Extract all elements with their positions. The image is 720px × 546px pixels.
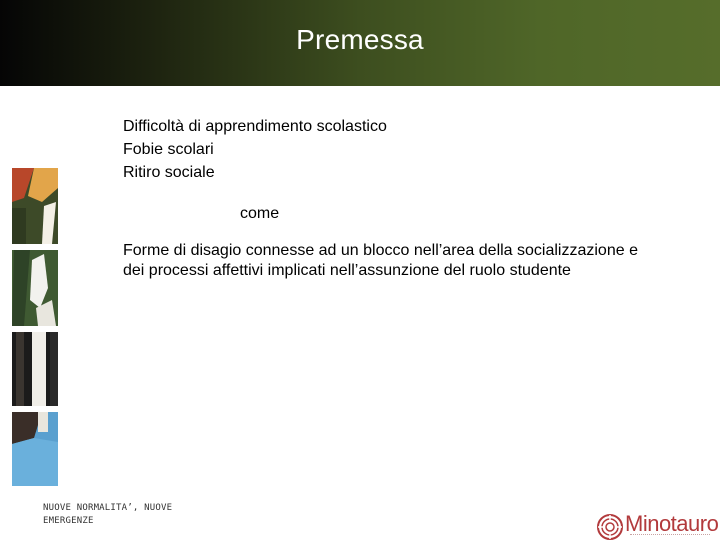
description-paragraph: Forme di disagio connesse ad un blocco nell’area della socializzazione e dei processi affettivi implicati nell’assunzione del ruolo studente: [123, 242, 638, 279]
logo-subline: [630, 534, 710, 538]
minotauro-logo: [594, 510, 719, 540]
title-bar: [0, 0, 720, 86]
logo-text: Minotauro: [625, 511, 719, 536]
connector-word: come: [240, 205, 280, 222]
collage-art-strip: [12, 168, 58, 486]
topic-item: Difficoltà di apprendimento scolastico: [123, 118, 387, 135]
topic-list: [123, 115, 683, 184]
topic-item: Ritiro sociale: [123, 164, 215, 181]
minotauro-logo-mark-icon: [596, 513, 624, 541]
topic-item: Fobie scolari: [123, 141, 214, 158]
slide-title: Premessa: [296, 24, 424, 55]
footer-caption: NUOVE NORMALITA’, NUOVE EMERGENZE: [43, 503, 173, 526]
